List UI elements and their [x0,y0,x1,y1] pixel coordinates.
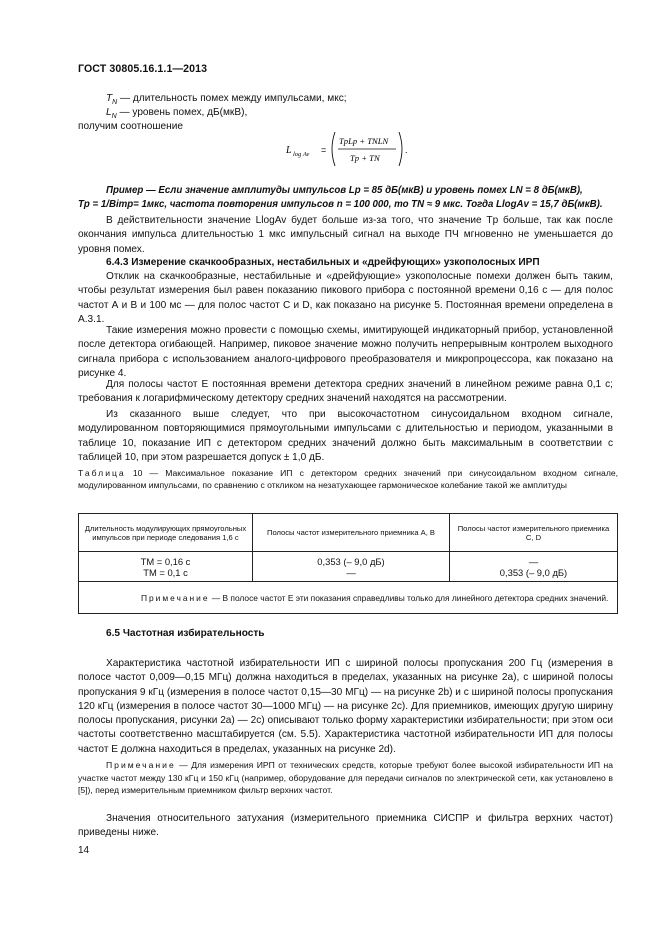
formula-numerator: TpLp + TNLN [339,136,389,146]
note-6-5-label: Примечание [106,760,176,770]
ln-text: — уровень помех, дБ(мкВ), [116,107,248,118]
table-cell-duration [79,552,253,582]
formula-period: . [405,145,408,155]
table-caption-label: Таблица [78,468,126,478]
table-10-caption [78,467,618,492]
table-note-label: Примечание [141,592,210,603]
cd-value-1: — [528,555,539,567]
table-note-row [79,582,618,614]
ln-symbol: L [106,107,112,118]
note-6-5 [78,759,613,797]
duration-01: TM = 0,1 с [143,566,188,578]
paragraph-actual-value: В действительности значение LlogAv будет больше из-за того, что значение Tp больше, так как после окончания импульса длительностью 1 мкс импульсный сигнал на выходе ПЧ мгновенно не уменьшается до уровня помех. [78,215,613,255]
tn-symbol: T [106,93,113,104]
running-header: ГОСТ 30805.16.1.1—2013 [78,63,208,75]
paragraph-6-5-1: Характеристика частотной избирательности ИП с шириной полосы пропускания 200 Гц (измерения в полосе частот 0,009—0,15 МГц) должна находиться в пределах, указанных на рисунке 2а), с шириной полосы пропускания 9 кГц (измерения в полосе частот 0,15—30 МГц) — на рисунке 2b) и с шириной полосы пропускания 120 кГц (измерения в полосе частот 30—1000 МГц) — на рисунке 2с). Для приемников, имеющих другую ширину полосы пропускания, рисунки 2а) — 2с) описывают только форму характеристики избирательности; при этом оси частоты соответственно масштабируется (см. 5.5). Характеристика частотной избирательности ИП для полосы частот Е должна находиться в пределах, указанных на рисунке 2d). [78,658,613,755]
formula-lhs: L [286,145,292,156]
formula-eq: = [321,145,327,155]
cd-value-2: 0,353 (– 9,0 дБ) [499,566,568,578]
table-10 [78,513,618,614]
table-note [79,582,618,614]
ln-subscript: N [111,113,117,120]
paragraph-6-5-2: Значения относительного затухания (измерительного приемника СИСПР и фильтра верхних частот) приведены ниже. [78,813,613,839]
table-cell-bands-ab [253,552,450,582]
formula-paren-left [332,132,335,166]
paragraph-6-4-3-4: Из сказанного выше следует, что при высокочастотном синусоидальном входном сигнале, модулированном повторяющимися прямоугольными импульсами с длительностью и периодом, указанными в таблице 10, показание ИП с детектором средних значений должно быть максимальным в соответствии с таблицей 10, при этом разрешается допуск ± 1,0 дБ. [78,409,613,463]
ab-value-2: — [346,566,356,578]
table-header-duration: Длительность модулирующих прямоугольных импульсов при периоде следования 1,6 с [79,514,253,552]
tn-text: — длительность помех между импульсами, мкс; [117,93,347,104]
table-row [79,552,618,582]
ab-value-1: 0,353 (– 9,0 дБ) [317,555,385,567]
paragraph-6-4-3-1: Отклик на скачкообразные, нестабильные и «дрейфующие» узкополосные помехи должен быть таким, чтобы результат измерения был равен показанию пикового прибора с постоянной времени 0,16 с — для полос частот А и В и 100 мс — для полос частот С и D, как показано на рисунке 5. Постоянная времени определена в А.3.1. [78,271,613,325]
table-header-bands-cd: Полосы частот измерительного приемника С, D [450,514,618,552]
table-note-text: — В полосе частот Е эти показания справедливы только для линейного детектора средних значений. [209,592,609,603]
formula-paren-right [399,132,402,166]
note-6-5-text: — Для измерения ИРП от технических средств, которые требуют более высокой избирательности ИП на участке частот между 130 кГц и 150 кГц (например, оборудование для передачи сигналов по электрической сети, как установлено в [5]), перед измерительным приемником фильтр верхних частот. [78,760,613,796]
tn-subscript: N [112,99,118,106]
relation-text: получим соотношение [78,121,183,132]
paragraph-6-4-3-3: Для полосы частот Е постоянная времени детектора средних значений в линейном режиме равна 0,1 с; требования к логарифмическому детектору средних значений находятся на рассмотрении. [78,379,613,405]
formula-denominator: Tp + TN [350,153,380,163]
section-heading-6-5: 6.5 Частотная избирательность [106,628,265,639]
section-heading-6-4-3: 6.4.3 Измерение скачкообразных, нестабильных и «дрейфующих» узкополосных ИРП [106,257,540,268]
table-caption-text: 10 — Максимальное показание ИП с детектором средних значений при синусоидальном входном сигнале, модулированном импульсами, по сравнению с откликом на незатухающее гармоническое колебание такой же амплитуды [78,468,618,491]
average-level-formula [282,129,412,169]
table-header-bands-ab: Полосы частот измерительного приемника А, В [253,514,450,552]
example-line-2: Tp = 1/Bimp= 1мкс, частота повторения импульсов n = 100 000, то TN ≈ 9 мкс. Тогда LlogAv = 15,7 дБ(мкВ). [78,199,603,210]
table-cell-bands-cd [450,552,618,582]
paragraph-6-4-3-2: Такие измерения можно провести с помощью схемы, имитирующей индикаторный прибор, установленной после детектора огибающей. Например, пиковое значение можно получить непрерывным контролем выходного сигнала прибора с использованием аналого-цифрового преобразователя и микропроцессора, как показано на рисунке 4. [78,325,613,379]
page-number: 14 [78,845,90,856]
formula-lhs-sub: log Av [293,151,310,158]
table-header-row [79,514,618,552]
example-line-1: Пример — Если значение амплитуды импульсов Lp = 85 дБ(мкВ) и уровень помех LN = 8 дБ(мкВ), [106,185,583,196]
duration-016: TM = 0,16 с [140,555,191,567]
